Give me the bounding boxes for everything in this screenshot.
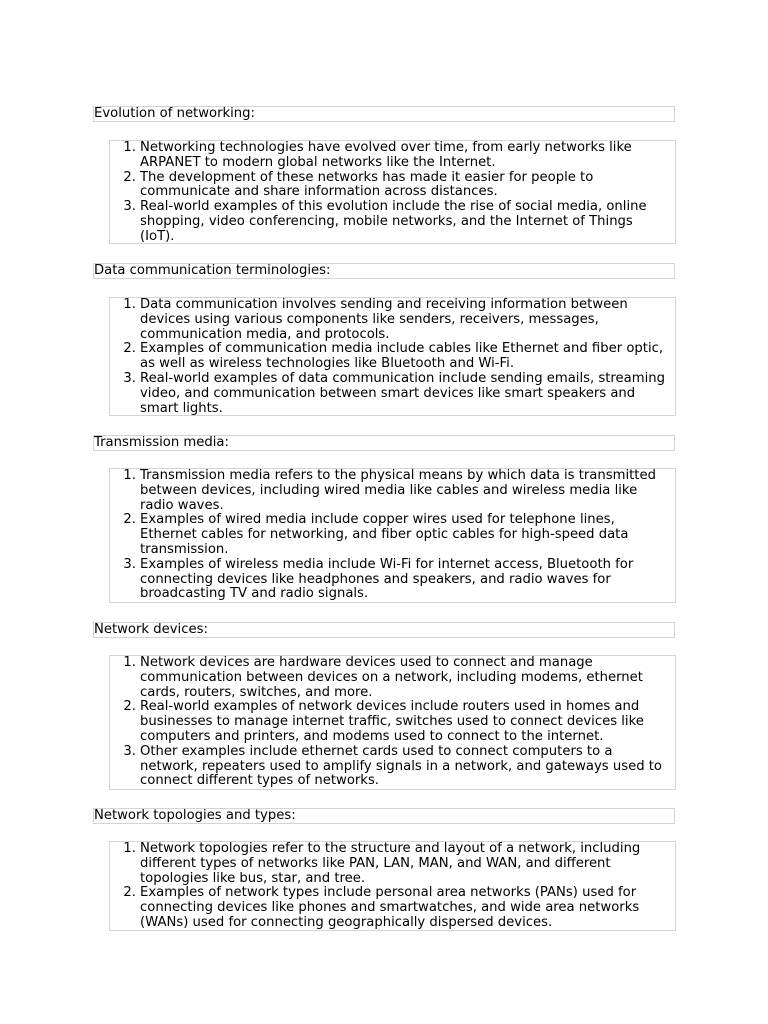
list-item-number: 3. (123, 743, 136, 759)
list-item-number: 1. (123, 841, 136, 856)
list-item (110, 886, 675, 930)
list-item (110, 141, 675, 171)
list-item-text: Data communication involves sending and receiving information between devices using various components like senders, receivers, messages, communication media, and protocols. (140, 297, 628, 342)
list-item-text: Transmission media refers to the physical means by which data is transmitted between devices, including wired media like cables and wireless media like radio waves. (140, 468, 656, 513)
list-item-number: 3. (123, 199, 136, 215)
list-item-text: Network topologies refer to the structure and layout of a network, including different types of networks like PAN, LAN, MAN, and WAN, and different topologies like bus, star, and tree. (140, 841, 641, 886)
list-item-text: Examples of wireless media include Wi-Fi for internet access, Bluetooth for connecting devices like headphones and speakers, and radio waves for broadcasting TV and radio signals. (140, 556, 634, 602)
list-item-number: 3. (123, 556, 136, 572)
list-item-number: 1. (123, 297, 136, 312)
list-item-number: 1. (123, 140, 136, 155)
list-item-number: 2. (123, 512, 136, 528)
list-item (110, 513, 675, 557)
list-item-text: Real-world examples of this evolution include the rise of social media, online shopping, video conferencing, mobile networks, and the Internet of Things (IoT). (140, 199, 647, 244)
list-item (110, 656, 675, 700)
list-item (110, 469, 675, 513)
section-list-network-devices (109, 655, 676, 790)
section-heading-transmission-media: Transmission media: (93, 435, 675, 451)
list-item (110, 700, 675, 744)
list-item (110, 842, 675, 886)
list-item (110, 372, 675, 416)
section-heading-data-communication: Data communication terminologies: (93, 263, 675, 279)
list-item-text: Other examples include ethernet cards used to connect computers to a network, repeaters used to amplify signals in a network, and gateways used to connect different types of networks. (140, 743, 663, 789)
section-heading-network-topologies: Network topologies and types: (93, 808, 675, 824)
list-item-number: 2. (123, 885, 136, 901)
list-item-text: Real-world examples of network devices include routers used in homes and businesses to manage internet traffic, switches used to connect devices like computers and printers, and modems used to connect to the internet. (140, 699, 644, 744)
list-item-text: The development of these networks has made it easier for people to communicate and share information across distances. (140, 169, 594, 200)
list-item (110, 200, 675, 244)
list-item (110, 558, 675, 602)
section-list-evolution (109, 140, 676, 244)
list-item (110, 298, 675, 342)
section-heading-network-devices: Network devices: (93, 622, 675, 638)
list-item-number: 2. (123, 169, 136, 185)
section-list-network-topologies (109, 841, 676, 931)
list-item-number: 1. (123, 468, 136, 483)
section-list-transmission-media (109, 468, 676, 603)
list-item-text: Network devices are hardware devices used to connect and manage communication between devices on a network, including modems, ethernet cards, routers, switches, and more. (140, 655, 643, 700)
list-item-text: Examples of communication media include cables like Ethernet and fiber optic, as well as wireless technologies like Bluetooth and Wi-Fi. (140, 341, 664, 372)
list-item-number: 1. (123, 655, 136, 670)
list-item-number: 3. (123, 370, 136, 386)
section-heading-evolution: Evolution of networking: (93, 106, 675, 122)
list-item-number: 2. (123, 341, 136, 357)
section-list-data-communication (109, 297, 676, 416)
list-item (110, 342, 675, 372)
list-item-text: Networking technologies have evolved over time, from early networks like ARPANET to modern global networks like the Internet. (140, 140, 632, 170)
list-item-text: Real-world examples of data communication include sending emails, streaming video, and communication between smart devices like smart speakers and smart lights. (140, 370, 665, 416)
list-item-text: Examples of network types include personal area networks (PANs) used for connecting devices like phones and smartwatches, and wide area networks (WANs) used for connecting geographically dispersed devices. (140, 885, 640, 930)
list-item-number: 2. (123, 699, 136, 715)
list-item (110, 171, 675, 201)
list-item (110, 745, 675, 789)
list-item-text: Examples of wired media include copper wires used for telephone lines, Ethernet cables for networking, and fiber optic cables for high-speed data transmission. (140, 512, 629, 557)
